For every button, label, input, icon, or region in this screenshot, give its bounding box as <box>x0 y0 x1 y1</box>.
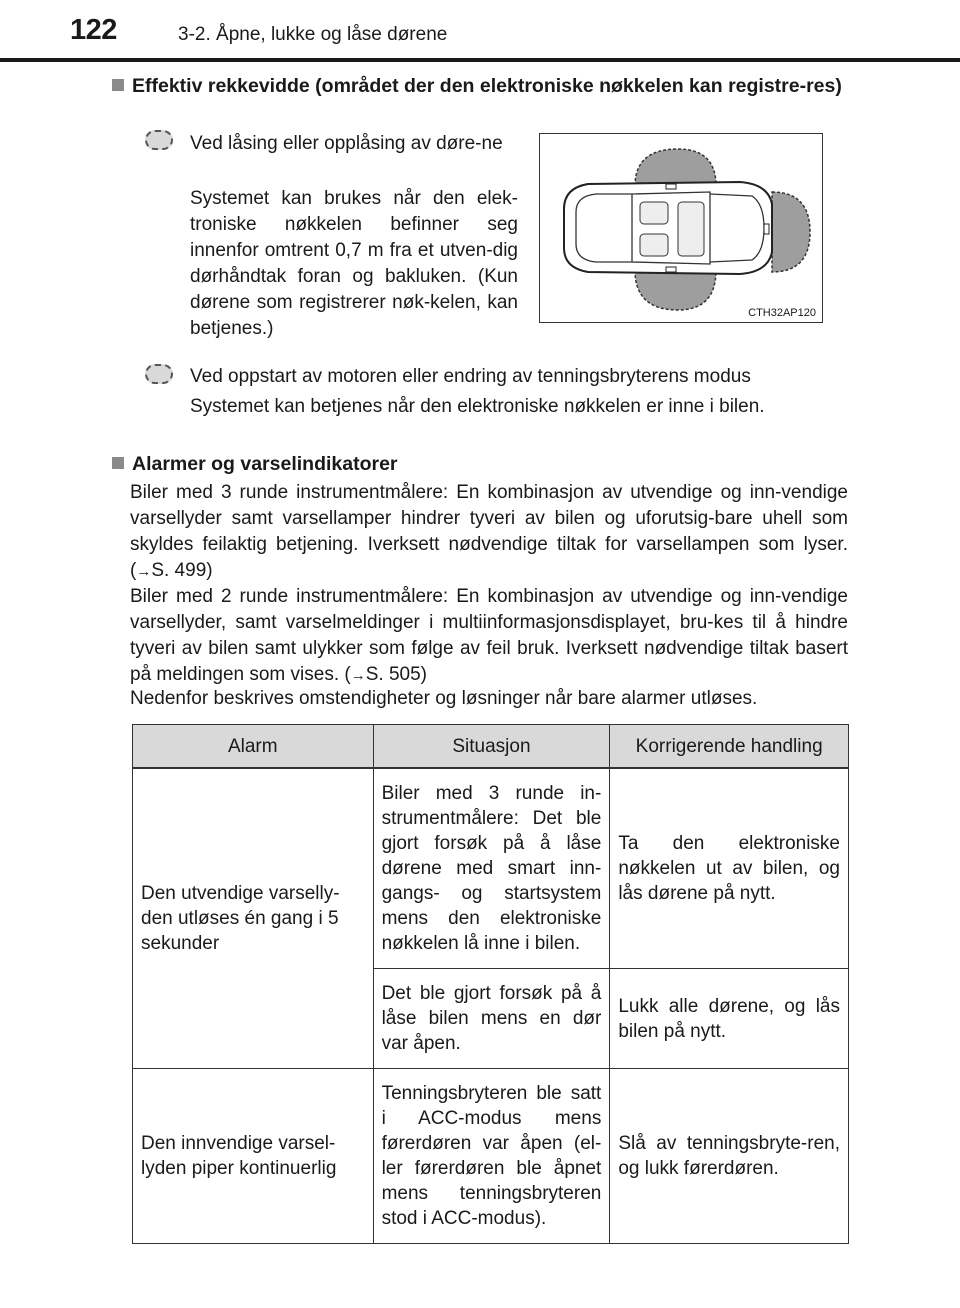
header-rule <box>0 58 960 62</box>
alarm-cell: Den innvendige varsel-lyden piper kontinuerlig <box>133 1069 374 1244</box>
paragraph-3-gauges-text: Biler med 3 runde instrumentmålere: En kombinasjon av utvendige og inn-vendige varsellyder samt varsellamper hindrer tyveri av bilen og uforutsig-bare uhell som skyldes feilaktig betjening. Iverksett nødvendige tiltak for varsellampen som lyser. ( <box>130 482 848 581</box>
section-heading-range-text: Effektiv rekkevidde (området der den elektroniske nøkkelen kan registre-res) <box>132 75 842 97</box>
item2-title: Ved oppstart av motoren eller endring av tenningsbryterens modus <box>190 366 751 387</box>
column-header-action: Korrigerende handling <box>610 725 849 769</box>
table-row <box>133 1069 849 1244</box>
section-heading-alarms <box>112 452 854 476</box>
table-row <box>133 768 849 969</box>
column-header-alarm: Alarm <box>133 725 374 769</box>
situation-cell: Det ble gjort forsøk på å låse bilen mens en dør var åpen. <box>373 969 610 1069</box>
alarm-cell: Den utvendige varselly-den utløses én gang i 5 sekunder <box>133 768 374 1069</box>
paragraph-3-gauges <box>130 480 848 585</box>
paragraph-2-gauges-text: Biler med 2 runde instrumentmålere: En kombinasjon av utvendige og inn-vendige varsellyder, samt varselmeldinger i multiinformasjonsdisplayet, bru-kes til å hindre tyveri av bilen samt ulykker som følge av feil bruk. Iverksett nødvendige tiltak basert på meldingen som vises. ( <box>130 586 848 685</box>
car-range-figure <box>539 133 823 323</box>
column-header-situation: Situasjon <box>373 725 610 769</box>
page-reference[interactable]: S. 505) <box>365 664 427 685</box>
figure-code: CTH32AP120 <box>748 307 816 319</box>
paragraph-2-gauges <box>130 584 848 689</box>
car-range-illustration <box>540 134 824 324</box>
page-header <box>0 0 960 62</box>
page-number: 122 <box>70 14 117 46</box>
action-cell: Ta den elektroniske nøkkelen ut av bilen, og lås dørene på nytt. <box>610 768 849 969</box>
paragraph-alarm-intro: Nedenfor beskrives omstendigheter og løsninger når bare alarmer utløses. <box>130 688 758 709</box>
section-heading-alarms-text: Alarmer og varselindikatorer <box>132 453 398 475</box>
action-cell: Slå av tenningsbryte-ren, og lukk førerdøren. <box>610 1069 849 1244</box>
chapter-title: 3-2. Åpne, lukke og låse dørene <box>178 24 448 45</box>
table-header-row <box>133 725 849 769</box>
item1-title: Ved låsing eller opplåsing av døre-ne <box>190 133 503 154</box>
arrow-icon: → <box>136 563 152 580</box>
situation-cell: Biler med 3 runde in-strumentmålere: Det ble gjort forsøk på å låse dørene med smart inn-gangs- og startsystem mens den elektroniske nøkkelen lå inne i bilen. <box>373 768 610 969</box>
start-range-legend-icon <box>145 364 173 384</box>
item2-body: Systemet kan betjenes når den elektroniske nøkkelen er inne i bilen. <box>190 396 765 417</box>
square-bullet-icon <box>112 457 124 469</box>
range-legend-outline-icon <box>145 130 173 150</box>
alarm-table <box>132 724 849 1244</box>
action-cell: Lukk alle dørene, og lås bilen på nytt. <box>610 969 849 1069</box>
item1-body: Systemet kan brukes når den elek-troniske nøkkelen befinner seg innenfor omtrent 0,7 m fra et utven-dig dørhåndtak foran og bakluken. (Kun dørene som registrerer nøk-kelen, kan betjenes.) <box>190 188 518 339</box>
square-bullet-icon <box>112 79 124 91</box>
situation-cell: Tenningsbryteren ble satt i ACC-modus mens førerdøren var åpen (el-ler førerdøren ble åpnet mens tenningsbryteren stod i ACC-modus). <box>373 1069 610 1244</box>
section-heading-range <box>112 74 854 98</box>
page-reference[interactable]: S. 499) <box>151 560 213 581</box>
arrow-icon: → <box>350 667 366 684</box>
